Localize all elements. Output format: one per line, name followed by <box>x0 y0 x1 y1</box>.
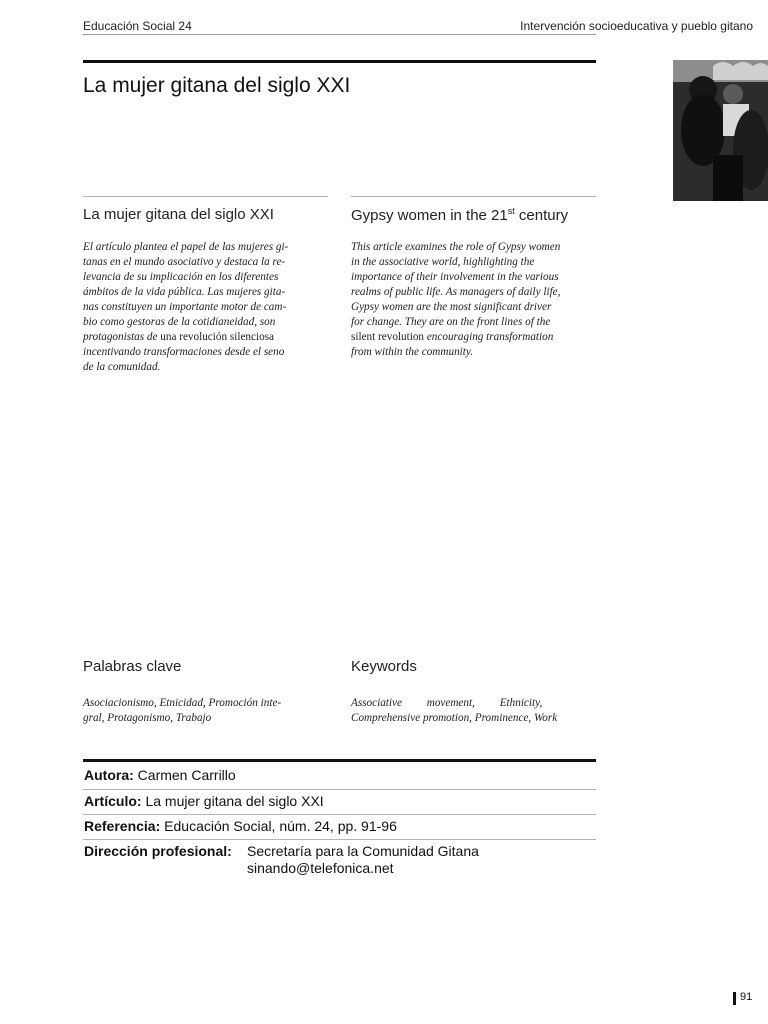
page-number: 91 <box>740 991 753 1003</box>
spanish-column-rule <box>83 196 328 197</box>
article-row <box>84 793 324 809</box>
abstract-line: Gypsy women are the most significant driver <box>351 301 552 313</box>
header-photo <box>673 60 768 201</box>
abstract-line: bio como gestoras de la cotidianeidad, son <box>83 316 276 328</box>
abstract-line: incentivando transformaciones desde el seno <box>83 346 285 358</box>
spanish-abstract <box>83 240 327 375</box>
meta-divider <box>83 789 596 790</box>
abstract-line: tanas en el mundo asociativo y destaca la re- <box>83 256 286 268</box>
reference-label: Referencia: <box>84 818 161 834</box>
english-title-main: Gypsy women in the 21 <box>351 207 508 224</box>
article-label: Artículo: <box>84 793 142 809</box>
abstract-line: for change. They are on the front lines of the <box>351 316 551 328</box>
abstract-line: realms of public life. As managers of daily life, <box>351 286 561 298</box>
keywords-list <box>351 696 595 726</box>
abstract-line: levancia de su implicación en los diferentes <box>83 271 279 283</box>
english-title <box>351 206 568 224</box>
address-row <box>84 843 232 859</box>
keyword-line: Asociacionismo, Etnicidad, Promoción inte- <box>83 697 282 709</box>
english-title-end: century <box>514 207 569 224</box>
english-title-sup: st <box>507 206 515 216</box>
running-header-left: Educación Social 24 <box>83 19 192 33</box>
palabras-clave-heading: Palabras clave <box>83 658 182 675</box>
page-number-bar <box>733 992 736 1005</box>
abstract-line: from within the community. <box>351 346 474 358</box>
keyword-line: Associative movement, Ethnicity, <box>351 697 543 709</box>
title-rule <box>83 60 596 63</box>
abstract-upright-text: silent revolution <box>351 331 425 343</box>
palabras-clave-list <box>83 696 327 726</box>
keyword-line: gral, Protagonismo, Trabajo <box>83 712 212 724</box>
spanish-title: La mujer gitana del siglo XXI <box>83 206 274 223</box>
address-line-1: Secretaría para la Comunidad Gitana <box>247 843 479 859</box>
meta-divider <box>83 814 596 815</box>
header-rule <box>83 34 596 35</box>
author-row <box>84 767 236 783</box>
abstract-line: nas constituyen un importante motor de cam- <box>83 301 287 313</box>
keywords-heading: Keywords <box>351 658 417 675</box>
abstract-line: ámbitos de la vida pública. Las mujeres gita- <box>83 286 286 298</box>
abstract-line <box>351 330 595 345</box>
reference-value: Educación Social, núm. 24, pp. 91-96 <box>164 818 397 834</box>
english-abstract <box>351 240 595 360</box>
article-title: La mujer gitana del siglo XXI <box>83 74 351 97</box>
keyword-line: Comprehensive promotion, Prominence, Work <box>351 712 558 724</box>
running-header-right: Intervención socioeducativa y pueblo gitano <box>520 19 753 33</box>
author-label: Autora: <box>84 767 134 783</box>
article-value: La mujer gitana del siglo XXI <box>145 793 324 809</box>
abstract-line: This article examines the role of Gypsy women <box>351 241 561 253</box>
abstract-line <box>83 330 327 345</box>
abstract-line: El artículo plantea el papel de las mujeres gi- <box>83 241 289 253</box>
abstract-line-part: encouraging transformation <box>424 331 554 343</box>
english-column-rule <box>351 196 596 197</box>
author-value: Carmen Carrillo <box>137 767 236 783</box>
meta-divider <box>83 839 596 840</box>
reference-row <box>84 818 397 834</box>
abstract-upright-text: una revolución silenciosa <box>160 331 274 343</box>
abstract-line: importance of their involvement in the various <box>351 271 559 283</box>
meta-rule <box>83 759 596 762</box>
abstract-line: in the associative world, highlighting the <box>351 256 535 268</box>
abstract-line: de la comunidad. <box>83 361 161 373</box>
address-label: Dirección profesional: <box>84 843 232 859</box>
address-line-2: sinando@telefonica.net <box>247 860 394 876</box>
abstract-line-part: protagonistas de <box>83 331 161 343</box>
